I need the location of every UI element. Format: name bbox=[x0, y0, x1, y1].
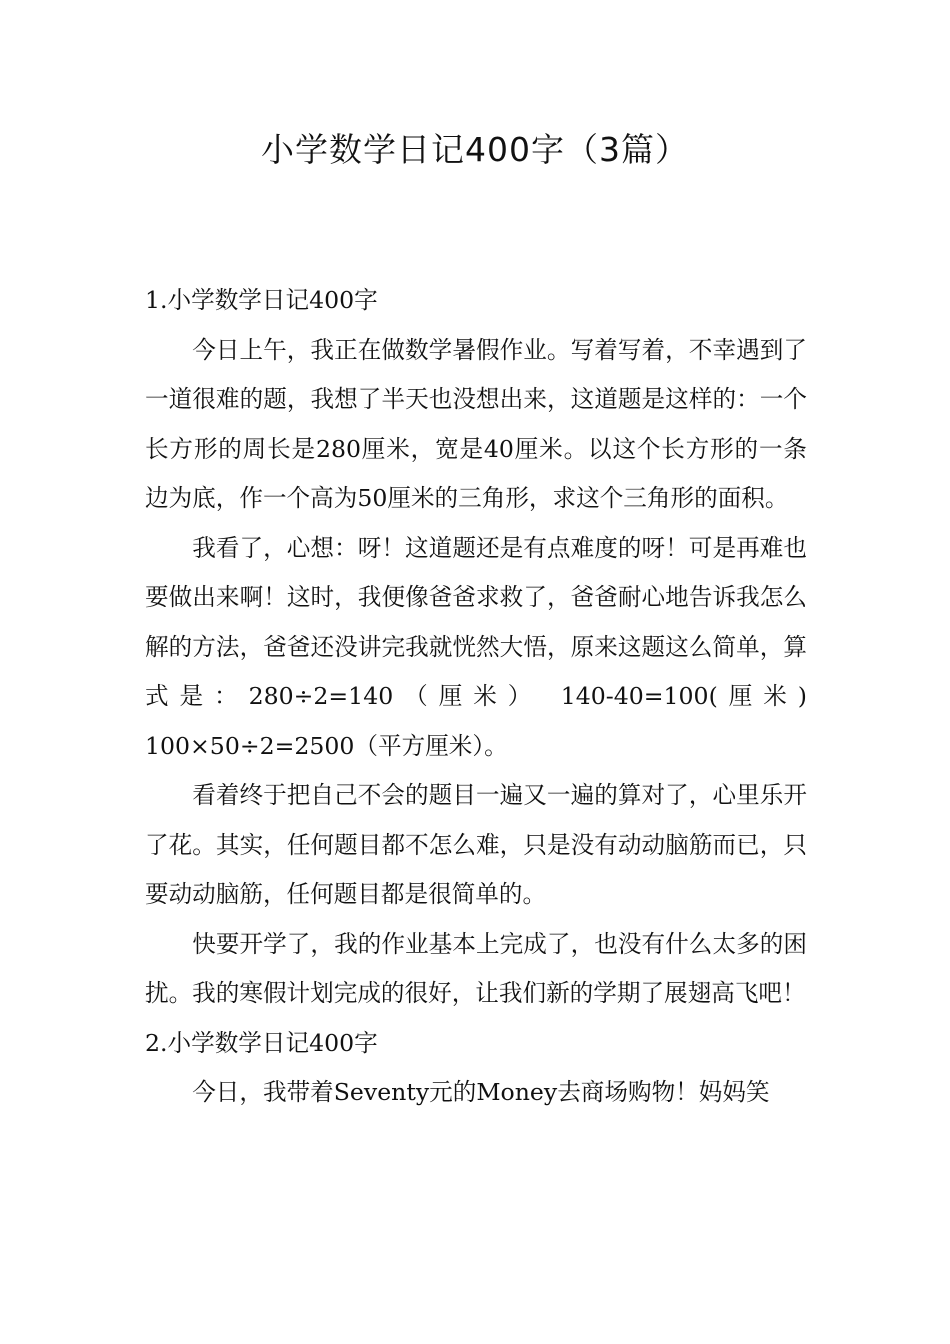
section-heading: 1.小学数学日记400字 bbox=[145, 286, 378, 314]
paragraph: 快要开学了，我的作业基本上完成了，也没有什么太多的困扰。我的寒假计划完成的很好，让我们新的学期了展翅高飞吧！ bbox=[145, 929, 807, 1007]
paragraph: 今日上午，我正在做数学暑假作业。写着写着，不幸遇到了一道很难的题，我想了半天也没想出来，这道题是这样的：一个长方形的周长是280厘米，宽是40厘米。以这个长方形的一条边为底，作一个高为50厘米的三角形，求这个三角形的面积。 bbox=[145, 335, 807, 512]
paragraph: 今日，我带着Seventy元的Money去商场购物！妈妈笑 bbox=[192, 1078, 770, 1106]
paragraph: 看着终于把自己不会的题目一遍又一遍的算对了，心里乐开了花。其实，任何题目都不怎么难，只是没有动动脑筋而已，只要动动脑筋，任何题目都是很简单的。 bbox=[145, 781, 807, 908]
document-body bbox=[145, 276, 807, 1118]
document-title: 小学数学日记400字（3篇） bbox=[261, 130, 689, 169]
paragraph: 我看了，心想：呀！这道题还是有点难度的呀！可是再难也要做出来啊！这时，我便像爸爸求救了，爸爸耐心地告诉我怎么解的方法，爸爸还没讲完我就恍然大悟，原来这题这么简单，算式是：280÷2=140（厘米） 140-40=100(厘米) 100×50÷2=2500（平方厘米）。 bbox=[145, 533, 807, 760]
section-heading: 2.小学数学日记400字 bbox=[145, 1028, 378, 1057]
